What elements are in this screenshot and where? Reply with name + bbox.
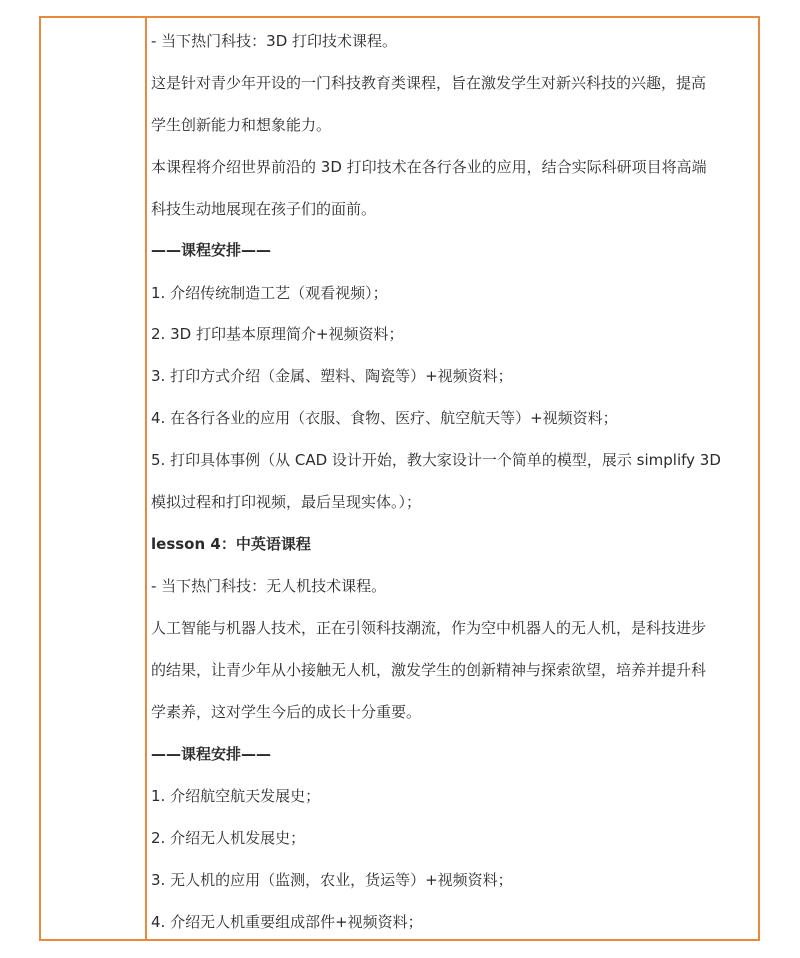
text-line: - 当下热门科技：无人机技术课程。 xyxy=(151,577,387,595)
section-heading: ——课程安排—— xyxy=(151,241,272,259)
list-item: 1. 介绍航空航天发展史； xyxy=(151,787,321,805)
text-line: 这是针对青少年开设的一门科技教育类课程，旨在激发学生对新兴科技的兴趣，提高 xyxy=(151,74,707,92)
text-line: - 当下热门科技：3D 打印技术课程。 xyxy=(151,32,398,50)
list-item: 5. 打印具体事例（从 CAD 设计开始，教大家设计一个简单的模型，展示 simplify 3D xyxy=(151,451,721,469)
list-item-continued: 模拟过程和打印视频，最后呈现实体。）； xyxy=(151,493,422,511)
column-divider xyxy=(145,18,147,939)
list-item: 4. 在各行各业的应用（衣服、食物、医疗、航空航天等）+视频资料； xyxy=(151,409,618,427)
list-item: 2. 介绍无人机发展史； xyxy=(151,829,306,847)
lesson-title: lesson 4：中英语课程 xyxy=(151,535,311,553)
text-line: 人工智能与机器人技术，正在引领科技潮流，作为空中机器人的无人机，是科技进步 xyxy=(151,619,707,637)
list-item: 1. 介绍传统制造工艺（观看视频）； xyxy=(151,284,388,302)
text-line: 学素养，这对学生今后的成长十分重要。 xyxy=(151,703,422,721)
list-item: 3. 无人机的应用（监测，农业，货运等）+视频资料； xyxy=(151,871,513,889)
text-line: 本课程将介绍世界前沿的 3D 打印技术在各行各业的应用，结合实际科研项目将高端 xyxy=(151,158,707,176)
list-item: 2. 3D 打印基本原理简介+视频资料； xyxy=(151,325,404,343)
text-line: 科技生动地展现在孩子们的面前。 xyxy=(151,200,377,218)
list-item: 4. 介绍无人机重要组成部件+视频资料； xyxy=(151,913,423,931)
text-line: 的结果，让青少年从小接触无人机，激发学生的创新精神与探索欲望，培养并提升科 xyxy=(151,661,707,679)
section-heading: ——课程安排—— xyxy=(151,745,272,763)
table-frame xyxy=(39,16,760,941)
list-item: 3. 打印方式介绍（金属、塑料、陶瓷等）+视频资料； xyxy=(151,367,513,385)
text-line: 学生创新能力和想象能力。 xyxy=(151,116,332,134)
